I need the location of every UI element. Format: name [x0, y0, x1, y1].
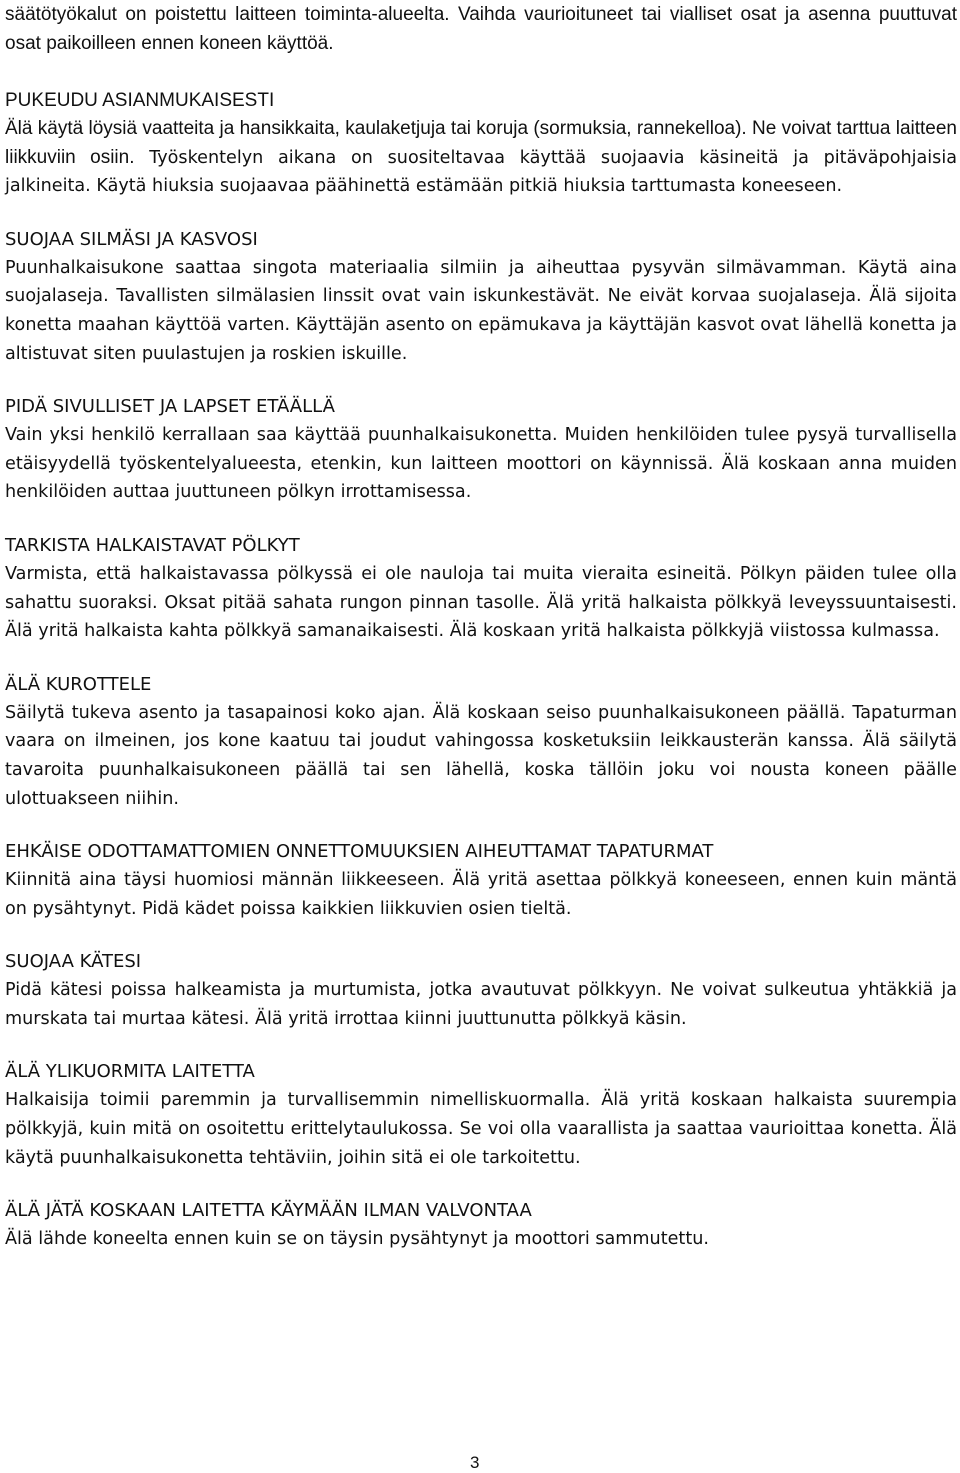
section-body: Halkaisija toimii paremmin ja turvallisemmin nimelliskuormalla. Älä yritä koskaan halkaista suurempia pölkkyjä, kuin mitä on osoitettu erittelytaulukossa. Se voi olla vaarallista ja saattaa vaurioittaa konetta. Älä käytä puunhalkaisukonetta tehtäviin, joihin sitä ei ole tarkoitettu. [5, 1090, 957, 1168]
section-heading: PUKEUDU ASIANMUKAISESTI [5, 90, 275, 111]
section-heading: SUOJAA SILMÄSI JA KASVOSI [5, 228, 258, 250]
section-do-not-overload [5, 1057, 957, 1172]
page-number: 3 [470, 1453, 480, 1472]
section-heading: ÄLÄ YLIKUORMITA LAITETTA [5, 1061, 255, 1083]
section-heading: ÄLÄ JÄTÄ KOSKAAN LAITETTA KÄYMÄÄN ILMAN VALVONTAA [5, 1200, 532, 1222]
section-body [5, 115, 957, 201]
section-heading: SUOJAA KÄTESI [5, 951, 142, 973]
section-protect-eyes [5, 225, 957, 368]
section-body: Kiinnitä aina täysi huomiosi männän liikkeeseen. Älä yritä asettaa pölkkyä koneeseen, ennen kuin mäntä on pysähtynyt. Pidä kädet poissa kaikkien liikkuvien osien tieltä. [5, 870, 957, 919]
section-body: Varmista, että halkaistavassa pölkyssä ei ole nauloja tai muita vieraita esineitä. Pölkyn päiden tulee olla sahattu suoraksi. Oksat pitää sahata rungon pinnan tasolle. Älä yritä halkaista pölkkyä leveyssuuntaisesti. Älä yritä halkaista kahta pölkkyä samanaikaisesti. Älä koskaan yritä halkaista pölkkyjä viistossa kulmassa. [5, 563, 957, 642]
section-never-leave-unattended [5, 1196, 957, 1254]
section-heading: PIDÄ SIVULLISET JA LAPSET ETÄÄLLÄ [5, 396, 335, 418]
section-body: Vain yksi henkilö kerrallaan saa käyttää puunhalkaisukonetta. Muiden henkilöiden tulee pysyä turvallisella etäisyydellä työskentelyalueesta, etenkin, kun laitteen moottori on käynnissä. Älä koskaan anna muiden henkilöiden auttaa juuttuneen pölkyn irrottamisessa. [5, 425, 957, 503]
section-keep-bystanders-away [5, 392, 957, 507]
section-do-not-overreach [5, 670, 957, 813]
section-check-logs [5, 531, 957, 646]
section-protect-hands [5, 947, 957, 1033]
section-body-rest: Työskentelyn aikana on suositeltavaa käyttää suojaavia käsineitä ja pitäväpohjaisia jalkineita. Käytä hiuksia suojaavaa päähinettä estämään pitkiä hiuksia tarttumasta koneeseen. [5, 147, 958, 197]
section-body: Älä lähde koneelta ennen kuin se on täysin pysähtynyt ja moottori sammutettu. [5, 1229, 709, 1250]
section-heading: ÄLÄ KUROTTELE [5, 673, 152, 695]
section-heading: TARKISTA HALKAISTAVAT PÖLKYT [5, 534, 300, 556]
section-body: Puunhalkaisukone saattaa singota materiaalia silmiin ja aiheuttaa pysyvän silmävamman. Käytä aina suojalaseja. Tavallisten silmälasien linssit ovat vain iskunkestävät. Ne eivät korvaa suojalaseja. Älä sijoita konetta maahan käyttöä varten. Käyttäjän asento on epämukava ja käyttäjän kasvot ovat lähellä konetta ja altistuvat siten puulastujen ja roskien iskuille. [5, 257, 957, 364]
section-heading: EHKÄISE ODOTTAMATTOMIEN ONNETTOMUUKSIEN AIHEUTTAMAT TAPATURMAT [5, 841, 714, 863]
document-page [5, 0, 957, 1254]
section-body: Pidä kätesi poissa halkeamista ja murtumista, jotka avautuvat pölkkyyn. Ne voivat sulkeutua yhtäkkiä ja murskata tai murtaa kätesi. Älä yritä irrottaa kiinni juuttunutta pölkkyä käsin. [5, 980, 957, 1029]
section-prevent-accidents [5, 837, 957, 923]
section-body: Säilytä tukeva asento ja tasapainosi koko ajan. Älä koskaan seiso puunhalkaisukoneen päällä. Tapaturman vaara on ilmeinen, jos kone kaatuu tai joudut vahingossa kosketuksiin leikkausterän kanssa. Älä säilytä tavaroita puunhalkaisukoneen päällä tai sen lähellä, koska tällöin joku voi nousta koneen päälle ulottuakseen niihin. [5, 702, 957, 809]
section-body-sans: Älä käytä löysiä vaatteita ja hansikkaita, kaulaketjuja tai koruja (sormuksia, rannekelloa). Ne voivat tarttua laitteen liikkuviin osiin. [5, 118, 957, 168]
section-dress-appropriately [5, 86, 957, 201]
intro-paragraph: säätötyökalut on poistettu laitteen toiminta-alueelta. Vaihda vaurioituneet tai vialliset osat ja asenna puuttuvat osat paikoilleen ennen koneen käyttöä. [5, 4, 957, 54]
